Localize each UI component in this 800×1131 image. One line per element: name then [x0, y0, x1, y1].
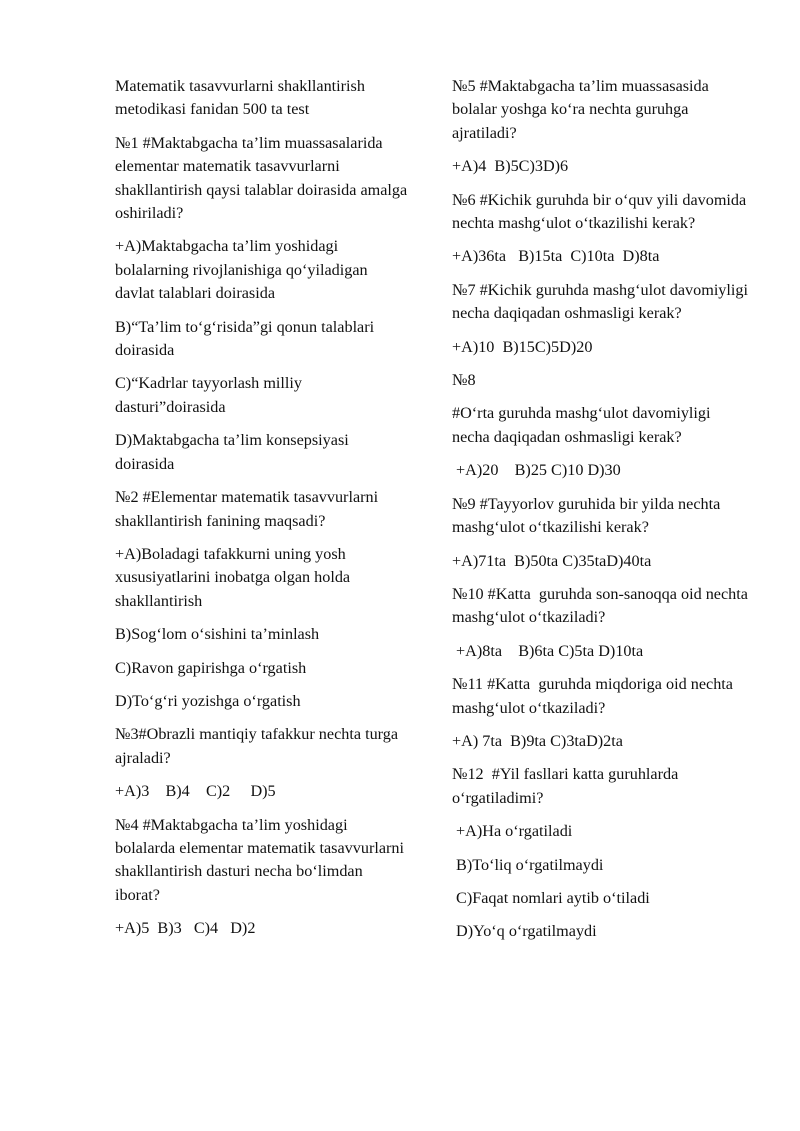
- question-3-answers: +A)3 B)4 C)2 D)5: [115, 782, 276, 801]
- question-12-answer-c: C)Faqat nomlari aytib o‘tiladi: [452, 888, 650, 907]
- question-11: №11 #Katta guruhda miqdoriga oid nechta mashg‘ulot o‘tkaziladi?: [452, 675, 738, 717]
- question-12-answer-d: D)Yo‘q o‘rgatilmaydi: [452, 922, 597, 941]
- question-6: №6 #Kichik guruhda bir o‘quv yili davomida nechta mashg‘ulot o‘tkazilishi kerak?: [452, 190, 751, 233]
- question-2-answer-a: +A)Boladagi tafakkurni uning yosh xususiyatlarini inobatga olgan holda shakllantirish: [115, 544, 355, 610]
- question-8: #O‘rta guruhda mashg‘ulot davomiyligi necha daqiqadan oshmasligi kerak?: [452, 404, 715, 446]
- question-2: №2 #Elementar matematik tasavvurlarni shakllantirish fanining maqsadi?: [115, 488, 387, 530]
- right-column: [452, 75, 752, 954]
- question-3: №3#Obrazli mantiqiy tafakkur nechta turga ajraladi?: [115, 725, 403, 767]
- question-2-answer-c: C)Ravon gapirishga o‘rgatish: [115, 658, 307, 677]
- question-12-answer-b: B)To‘liq o‘rgatilmaydi: [452, 855, 604, 874]
- question-11-answers: +A) 7ta B)9ta C)3taD)2ta: [452, 731, 623, 750]
- question-10-answers: +A)8ta B)6ta C)5ta D)10ta: [452, 641, 644, 660]
- question-4-answers: +A)5 B)3 C)4 D)2: [115, 919, 256, 938]
- question-6-answers: +A)36ta B)15ta C)10ta D)8ta: [452, 247, 660, 266]
- left-column: [115, 75, 410, 951]
- question-9-answers: +A)71ta B)50ta C)35taD)40ta: [452, 551, 652, 570]
- question-12: №12 #Yil fasllari katta guruhlarda o‘rgatiladimi?: [452, 765, 683, 807]
- question-8-number: №8: [452, 371, 476, 390]
- question-1-answer-a: +A)Maktabgacha ta’lim yoshidagi bolalarning rivojlanishiga qo‘yiladigan davlat talablari doirasida: [115, 237, 372, 303]
- question-1-answer-d: D)Maktabgacha ta’lim konsepsiyasi doirasida: [115, 431, 353, 473]
- question-9: №9 #Tayyorlov guruhida bir yilda nechta mashg‘ulot o‘tkazilishi kerak?: [452, 494, 725, 537]
- question-4: №4 #Maktabgacha ta’lim yoshidagi bolalarda elementar matematik tasavvurlarni shakllantirish dasturi necha bo‘limdan iborat?: [115, 815, 409, 904]
- question-1-answer-c: C)“Kadrlar tayyorlash milliy dasturi”doirasida: [115, 374, 307, 416]
- question-7-answers: +A)10 B)15C)5D)20: [452, 337, 593, 356]
- question-2-answer-d: D)To‘g‘ri yozishga o‘rgatish: [115, 691, 301, 710]
- question-1: №1 #Maktabgacha ta’lim muassasalarida elementar matematik tasavvurlarni shakllantirish qaysi talablar doirasida amalga oshiriladi?: [115, 133, 412, 223]
- question-1-answer-b: B)“Ta’lim to‘g‘risida”gi qonun talablari doirasida: [115, 317, 379, 360]
- question-5: №5 #Maktabgacha ta’lim muassasasida bolalar yoshga ko‘ra nechta guruhga ajratiladi?: [452, 77, 713, 142]
- question-12-answer-a: +A)Ha o‘rgatiladi: [452, 822, 573, 841]
- document-title: Matematik tasavvurlarni shakllantirish metodikasi fanidan 500 ta test: [115, 77, 369, 119]
- question-2-answer-b: B)Sog‘lom o‘sishini ta’minlash: [115, 625, 320, 644]
- question-5-answers: +A)4 B)5C)3D)6: [452, 157, 569, 176]
- question-10: №10 #Katta guruhda son-sanoqqa oid nechta mashg‘ulot o‘tkaziladi?: [452, 584, 752, 627]
- question-7: №7 #Kichik guruhda mashg‘ulot davomiyligi necha daqiqadan oshmasligi kerak?: [452, 280, 753, 323]
- question-8-answers: +A)20 B)25 C)10 D)30: [452, 461, 621, 480]
